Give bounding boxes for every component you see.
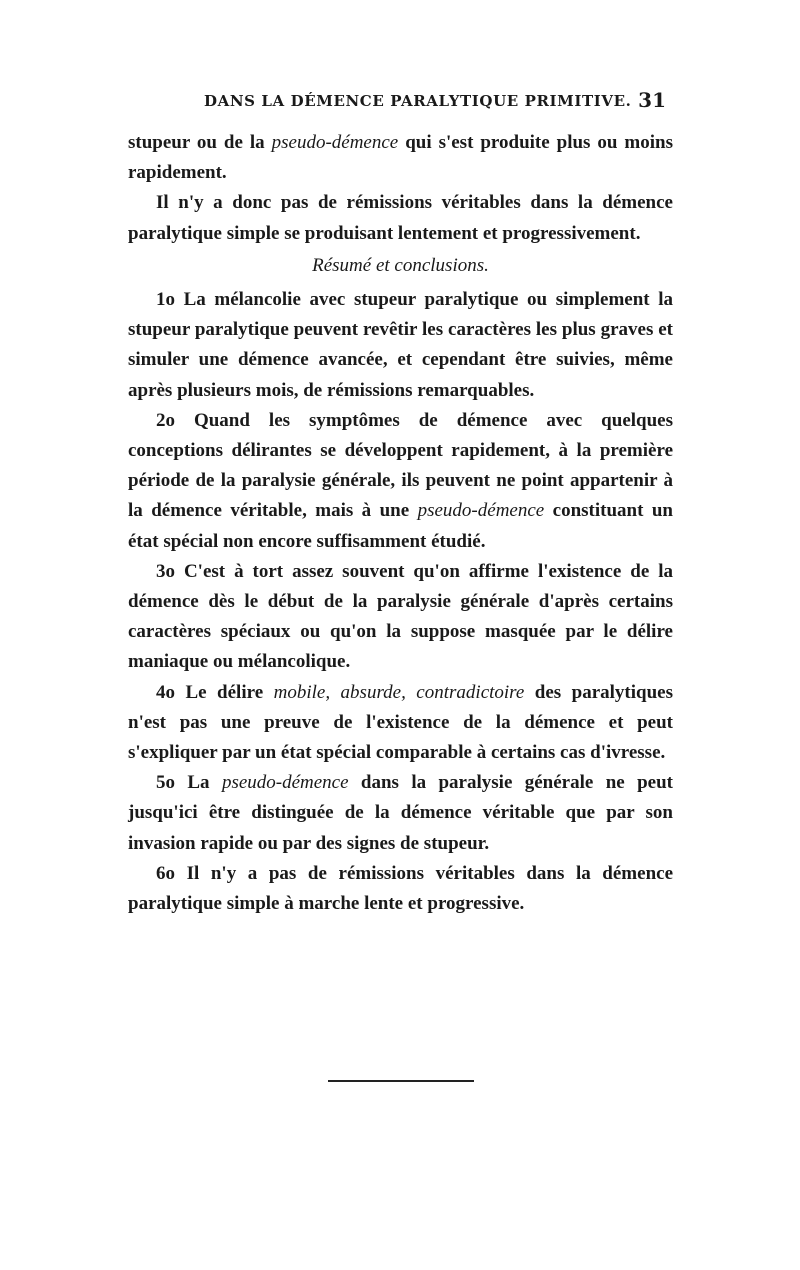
text-run: des paralytiques n'est pas une preuve de l'existence de la démence et peut s'expliquer par un état spécial comparable à certains cas d'ivresse. xyxy=(128,681,674,764)
text-run: 5o La xyxy=(156,772,222,794)
emphasis: pseudo-démence xyxy=(221,772,349,794)
text-run: 4o Le délire xyxy=(156,681,274,703)
running-title: DANS LA DÉMENCE PARALYTIQUE PRIMITIVE. xyxy=(204,92,632,110)
text-run: qui s'est produite plus ou moins rapidement. xyxy=(128,132,673,184)
page-number: 31 xyxy=(638,88,666,112)
text-run: dans la paralysie générale ne peut jusqu'ici être distinguée de la démence véritable que par son invasion rapide ou par des signes de stupeur. xyxy=(128,772,673,854)
conclusion-5 xyxy=(128,768,673,859)
paragraph-continuation xyxy=(128,128,673,188)
closing-rule xyxy=(328,1080,474,1082)
section-title: Résumé et conclusions. xyxy=(312,254,489,276)
emphasis: pseudo-démence xyxy=(271,132,399,153)
page-header xyxy=(128,88,666,118)
body-text xyxy=(128,128,673,919)
conclusion-3: 3o C'est à tort assez souvent qu'on affirme l'existence de la démence dès le début de la paralysie générale d'après certains caractères spéciaux ou qu'on la suppose masquée par le délire maniaque ou mélancolique. xyxy=(128,560,673,673)
emphasis: mobile, absurde, contradictoire xyxy=(273,681,525,703)
conclusion-2 xyxy=(128,406,673,557)
emphasis: pseudo-démence xyxy=(417,500,545,522)
conclusion-6: 6o Il n'y a pas de rémissions véritables dans la démence paralytique simple à marche lente et progressive. xyxy=(128,862,673,915)
text-run: constituant un état spécial non encore suffisamment étudié. xyxy=(128,500,673,552)
text-run: stupeur ou de la xyxy=(128,132,272,153)
conclusion-4 xyxy=(128,678,673,769)
conclusion-1: 1o La mélancolie avec stupeur paralytique ou simplement la stupeur paralytique peuvent revêtir les caractères les plus graves et simuler une démence avancée, et cependant être suivies, même après plusieurs mois, de rémissions remarquables. xyxy=(128,289,673,401)
paragraph: Il n'y a donc pas de rémissions véritables dans la démence paralytique simple se produisant lentement et progressivement. xyxy=(128,192,673,244)
text-run: 2o Quand les symptômes de démence avec quelques conceptions délirantes se développent rapidement, à la première période de la paralysie générale, ils peuvent ne point appartenir à la démence véritable, mais à une xyxy=(128,409,673,522)
